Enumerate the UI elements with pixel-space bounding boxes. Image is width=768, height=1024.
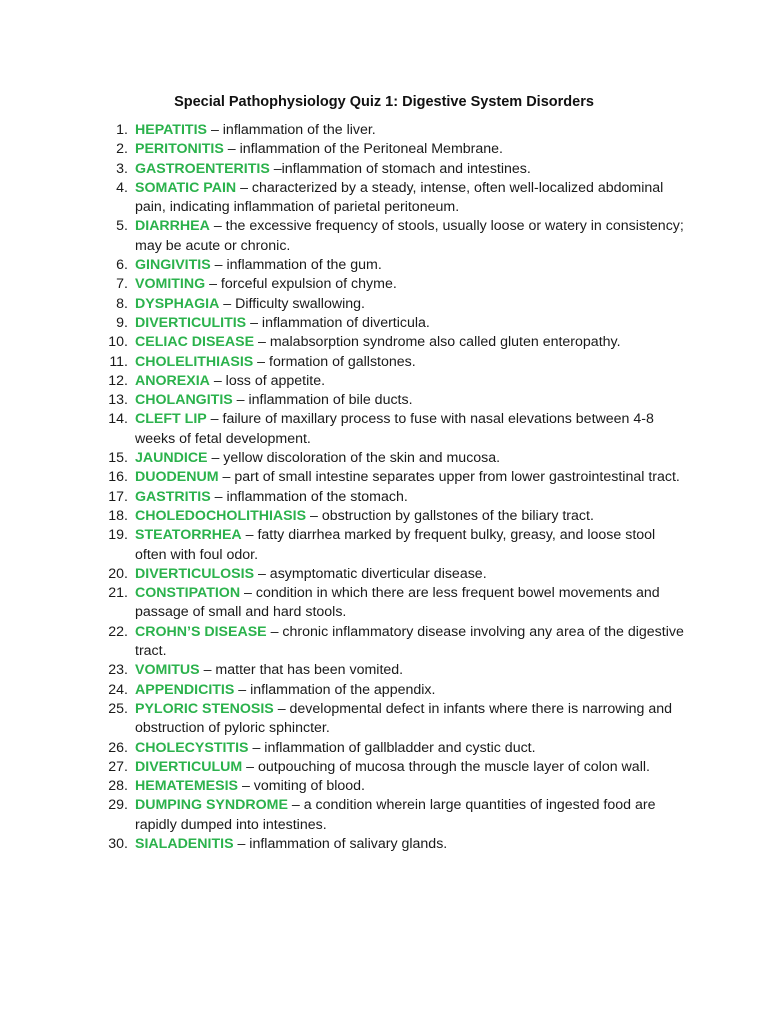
list-item — [108, 623, 688, 662]
page-title: Special Pathophysiology Quiz 1: Digestive System Disorders — [174, 94, 594, 110]
item-definition: – fatty diarrhea marked by frequent bulky, greasy, and loose stool often with foul odor. — [135, 527, 656, 563]
item-term: GINGIVITIS — [135, 257, 211, 274]
item-definition: – inflammation of bile ducts. — [232, 392, 413, 409]
item-number: 5. — [116, 218, 128, 235]
item-term: CONSTIPATION — [135, 585, 241, 602]
list-item — [108, 468, 688, 487]
item-definition: – outpouching of mucosa through the muscle layer of colon wall. — [242, 758, 650, 775]
list-item — [108, 391, 688, 410]
list-item — [108, 449, 688, 468]
list-item — [108, 835, 688, 854]
item-number: 26. — [108, 739, 128, 756]
list-item — [108, 700, 688, 739]
item-definition: – obstruction by gallstones of the biliary tract. — [306, 507, 594, 524]
item-term: CELIAC DISEASE — [135, 334, 255, 351]
item-definition: – part of small intestine separates upper from lower gastrointestinal tract. — [218, 469, 680, 486]
item-number: 28. — [108, 778, 128, 795]
item-definition: – formation of gallstones. — [253, 353, 416, 370]
list-item — [108, 661, 688, 680]
item-definition: – failure of maxillary process to fuse with nasal elevations between 4-8 weeks of fetal development. — [135, 411, 654, 447]
list-item — [108, 295, 688, 314]
list-item — [108, 796, 688, 835]
list-item — [108, 160, 688, 179]
item-number: 12. — [108, 372, 128, 389]
item-definition: – inflammation of gallbladder and cystic duct. — [248, 739, 536, 756]
item-number: 29. — [108, 797, 128, 814]
item-number: 9. — [116, 314, 128, 331]
item-definition: – inflammation of the gum. — [210, 257, 382, 274]
item-term: JAUNDICE — [135, 450, 208, 467]
item-term: ANOREXIA — [135, 372, 210, 389]
item-number: 30. — [108, 835, 128, 852]
list-item — [108, 121, 688, 140]
item-term: GASTROENTERITIS — [135, 160, 270, 177]
item-definition: – matter that has been vomited. — [199, 662, 404, 679]
list-item — [108, 526, 688, 565]
item-term: CHOLEDOCHOLITHIASIS — [135, 507, 307, 524]
item-definition: – developmental defect in infants where there is narrowing and obstruction of pyloric sphincter. — [135, 700, 673, 737]
item-term: APPENDICITIS — [135, 681, 235, 698]
item-number: 2. — [116, 141, 128, 158]
item-term: HEMATEMESIS — [135, 778, 238, 795]
list-item — [108, 410, 688, 449]
item-term: DYSPHAGIA — [135, 295, 220, 312]
item-number: 22. — [108, 623, 128, 640]
item-number: 15. — [108, 450, 128, 467]
list-item — [108, 275, 688, 294]
list-item — [108, 584, 688, 623]
item-term: CHOLANGITIS — [135, 392, 233, 409]
item-number: 3. — [116, 160, 128, 177]
item-definition: – inflammation of the Peritoneal Membrane. — [223, 141, 503, 158]
item-definition: – forceful expulsion of chyme. — [205, 276, 397, 293]
item-term: CLEFT LIP — [135, 411, 207, 428]
item-number: 24. — [108, 681, 128, 698]
item-definition: – inflammation of diverticula. — [246, 314, 430, 331]
item-term: SOMATIC PAIN — [135, 179, 237, 196]
list-item — [108, 333, 688, 352]
item-definition: – Difficulty swallowing. — [219, 295, 365, 312]
item-definition: – inflammation of the liver. — [207, 122, 376, 138]
item-number: 18. — [108, 507, 128, 524]
item-number: 7. — [116, 276, 128, 293]
item-term: VOMITUS — [135, 662, 200, 679]
item-term: PYLORIC STENOSIS — [135, 700, 274, 717]
item-definition: – inflammation of the appendix. — [234, 681, 436, 698]
item-term: DUMPING SYNDROME — [135, 797, 288, 814]
item-term: VOMITING — [135, 276, 206, 293]
item-number: 16. — [108, 469, 128, 486]
list-item — [108, 777, 688, 796]
item-number: 13. — [108, 392, 128, 409]
item-term: PERITONITIS — [135, 141, 224, 158]
item-definition: – inflammation of salivary glands. — [233, 835, 448, 852]
item-definition: – loss of appetite. — [209, 372, 326, 389]
item-number: 17. — [108, 488, 128, 505]
item-definition: – characterized by a steady, intense, often well-localized abdominal pain, indicating inflammation of parietal peritoneum. — [135, 179, 664, 216]
list-item — [108, 739, 688, 758]
item-definition: – yellow discoloration of the skin and mucosa. — [207, 450, 501, 467]
list-item — [108, 488, 688, 507]
item-term: DIVERTICULUM — [135, 758, 243, 775]
item-term: GASTRITIS — [135, 488, 211, 505]
item-number: 27. — [108, 758, 128, 775]
list-item — [108, 372, 688, 391]
item-definition: –inflammation of stomach and intestines. — [269, 160, 531, 177]
item-number: 20. — [108, 565, 128, 582]
item-definition: – the excessive frequency of stools, usually loose or watery in consistency; may be acute or chronic. — [135, 218, 684, 254]
item-definition: – condition in which there are less frequent bowel movements and passage of small and hard stools. — [135, 585, 660, 621]
item-number: 23. — [108, 662, 128, 679]
item-number: 25. — [108, 700, 128, 717]
item-number: 6. — [116, 257, 128, 274]
item-term: DIVERTICULITIS — [135, 314, 247, 331]
item-definition: – asymptomatic diverticular disease. — [254, 565, 487, 582]
item-term: STEATORRHEA — [135, 527, 242, 544]
item-term: CHOLECYSTITIS — [135, 739, 249, 756]
item-number: 14. — [108, 411, 128, 428]
list-item — [108, 140, 688, 159]
item-term: CHOLELITHIASIS — [135, 353, 254, 370]
list-item — [108, 681, 688, 700]
item-term: CROHN’S DISEASE — [135, 623, 267, 640]
list-item — [108, 507, 688, 526]
list-item — [108, 758, 688, 777]
item-number: 21. — [108, 585, 128, 602]
list-item — [108, 256, 688, 275]
item-number: 10. — [108, 334, 128, 351]
item-term: DUODENUM — [135, 469, 219, 486]
term-list — [108, 121, 688, 854]
item-term: DIARRHEA — [135, 218, 210, 235]
list-item — [108, 217, 688, 256]
list-item — [108, 179, 688, 218]
list-item — [108, 353, 688, 372]
item-number: 11. — [109, 353, 128, 370]
item-definition: – chronic inflammatory disease involving any area of the digestive tract. — [135, 623, 684, 660]
item-number: 8. — [116, 295, 128, 312]
item-definition: – a condition wherein large quantities of ingested food are rapidly dumped into intestines. — [135, 797, 656, 833]
item-definition: – inflammation of the stomach. — [210, 488, 408, 505]
item-term: SIALADENITIS — [135, 835, 234, 852]
item-term: HEPATITIS — [135, 122, 207, 138]
item-definition: – vomiting of blood. — [238, 778, 365, 795]
list-item — [108, 314, 688, 333]
item-term: DIVERTICULOSIS — [135, 565, 255, 582]
list-item — [108, 565, 688, 584]
item-number: 4. — [116, 179, 128, 196]
item-number: 1. — [116, 122, 128, 138]
item-definition: – malabsorption syndrome also called gluten enteropathy. — [254, 334, 621, 351]
item-number: 19. — [108, 527, 128, 544]
